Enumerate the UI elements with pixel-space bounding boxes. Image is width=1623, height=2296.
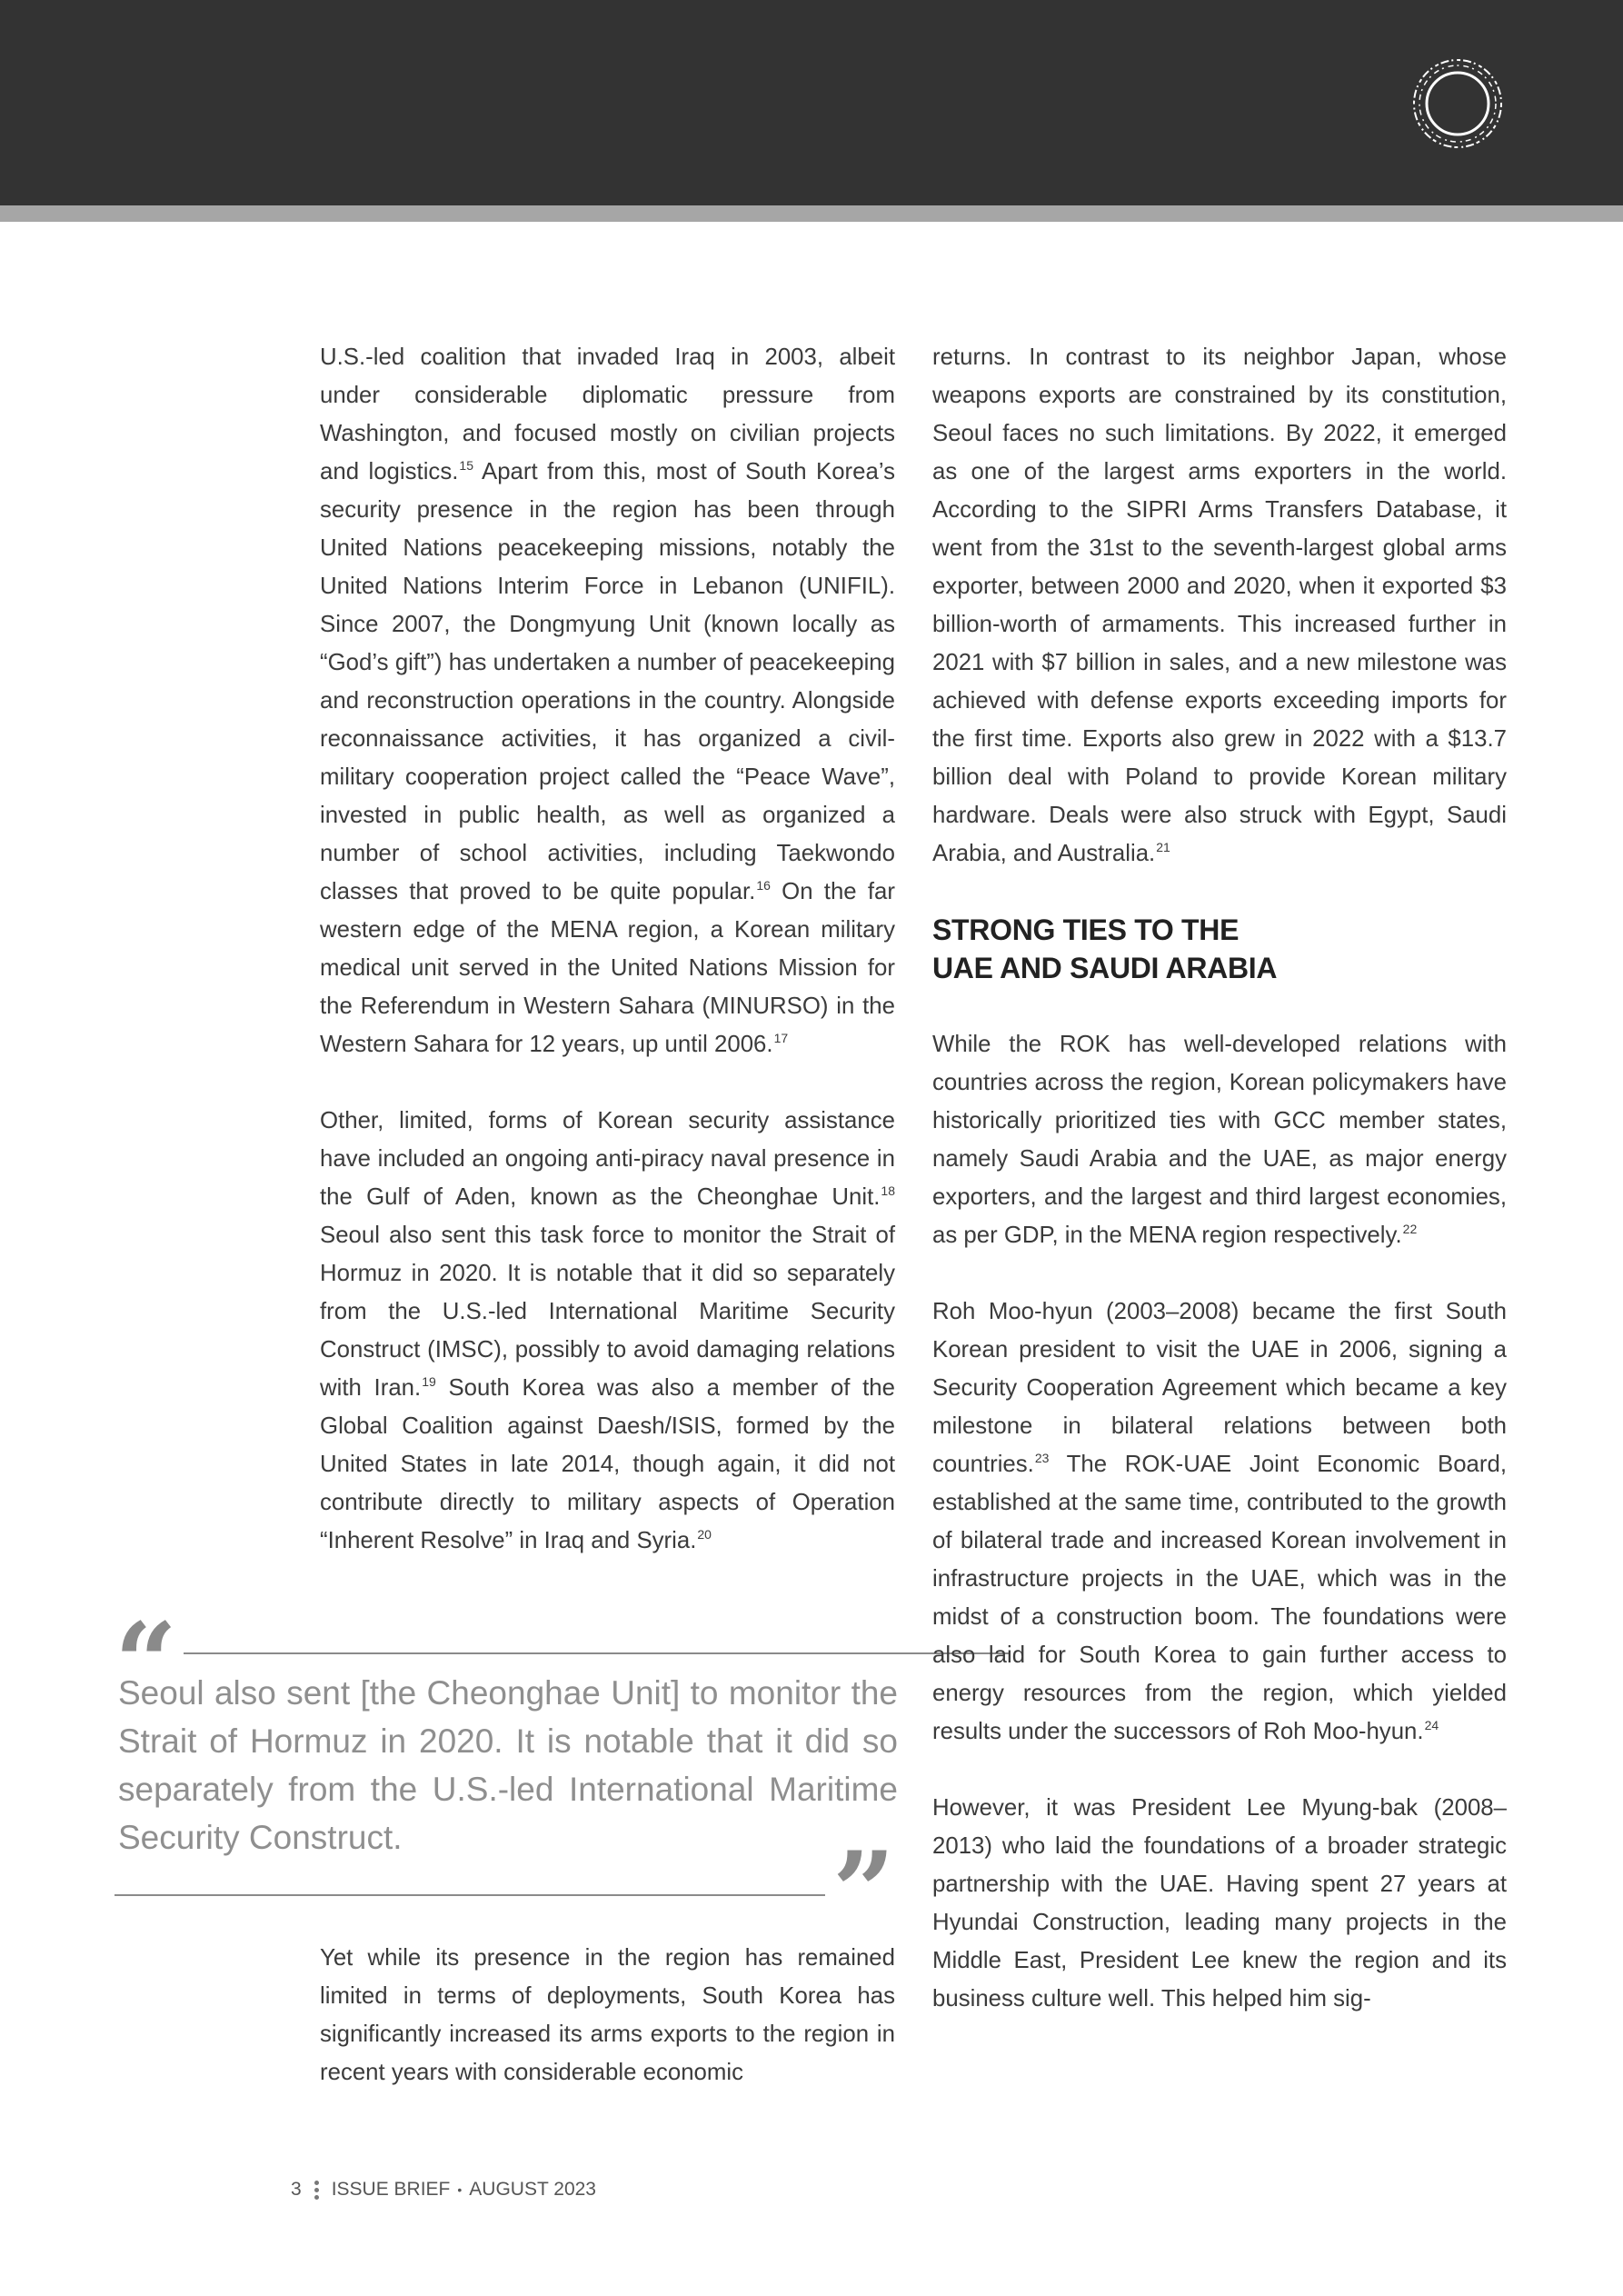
circular-emblem-icon	[1407, 53, 1508, 155]
footnote-ref[interactable]: 18	[881, 1183, 895, 1198]
footnote-ref[interactable]: 20	[697, 1527, 712, 1542]
left-column	[320, 338, 895, 1560]
footnote-ref[interactable]: 22	[1402, 1222, 1418, 1236]
quote-rule-bottom	[115, 1894, 825, 1896]
body-paragraph: U.S.-led coalition that invaded Iraq in 2003, albeit under considerable diplomatic pressure from Washington, and focused mostly on civilian projects and logistics.$^{15}$ Apart from this, most of South Korea’s security presence in the region has been through United Nations peacekeeping missions, notably the United Nations Interim Force in Lebanon (UNIFIL). Since 2007, the Dongmyung Unit (known locally as “God’s gift”) has undertaken a number of peacekeeping and reconstruction operations in the country. Alongside reconnaissance activities, it has organized a civil-military cooperation project called the “Peace Wave”, invested in public health, as well as organized a number of school activities, including Taekwondo classes that proved to be quite popular.$^{16}$ On the far western edge of the MENA region, a Korean military medical unit served in the United Nations Mission for the Referendum in Western Sahara (MINURSO) in the Western Sahara for 12 years, up until 2006.17	[320, 344, 895, 1057]
vertical-dots-icon	[314, 2181, 319, 2200]
footnote-ref[interactable]: 16	[756, 878, 771, 893]
left-column-bottom	[320, 1939, 895, 2091]
footnote-ref[interactable]: 17	[773, 1031, 789, 1045]
footnote-ref[interactable]: 15	[459, 458, 473, 473]
publication-name: ISSUE BRIEF	[331, 2179, 451, 2200]
body-paragraph: returns. In contrast to its neighbor Japan, whose weapons exports are constrained by its constitution, Seoul faces no such limitations. By 2022, it emerged as one of the largest arms exporters in the world. According to the SIPRI Arms Transfers Database, it went from the 31st to the seventh-largest global arms exporter, between 2000 and 2020, when it exported $3 billion-worth of armaments. This increased further in 2021 with $7 billion in sales, and a new milestone was achieved with defense exports exceeding imports for the first time. Exports also grew in 2022 with a $13.7 billion deal with Poland to provide Korean military hardware. Deals were also struck with Egypt, Saudi Arabia, and Australia.$^{21}$	[932, 344, 1507, 866]
header-band	[0, 0, 1623, 205]
footnote-ref[interactable]: 19	[422, 1374, 436, 1389]
footnote-ref[interactable]: 24	[1424, 1718, 1439, 1732]
section-heading: STRONG TIES TO THE UAE AND SAUDI ARABIA	[932, 913, 1278, 984]
header-strip	[0, 205, 1623, 222]
quote-rule-top	[184, 1652, 1009, 1654]
page-number: 3	[291, 2179, 302, 2200]
page-footer	[291, 2176, 596, 2203]
footer-separator: •	[457, 2182, 463, 2197]
pull-quote	[115, 1599, 898, 1956]
pull-quote-text: Seoul also sent [the Cheonghae Unit] to monitor the Strait of Hormuz in 2020. It is notable that it did so separately from the U.S.-led International Maritime Security Construct.	[118, 1674, 898, 1856]
body-paragraph: While the ROK has well-developed relations with countries across the region, Korean policymakers have historically prioritized ties with GCC member states, namely Saudi Arabia and the UAE, as major energy exporters, and the largest and third largest economies, as per GDP, in the MENA region respectively.$^{22}$	[932, 1032, 1507, 1248]
footnote-ref[interactable]: 23	[1034, 1451, 1050, 1465]
close-quote-mark: ”	[832, 1828, 896, 1956]
footnote-ref[interactable]: 21	[1156, 840, 1170, 854]
body-paragraph: Roh Moo-hyun (2003–2008) became the first South Korean president to visit the UAE in 2006, signing a Security Cooperation Agreement which became a key milestone in bilateral relations between both countries.$^{23}$ The ROK-UAE Joint Economic Board, established at the same time, contributed to the growth of bilateral trade and increased Korean involvement in infrastructure projects in the UAE, which was in the midst of a construction boom. The foundations were also laid for South Korea to gain further access to energy resources from the region, which yielded results under the successors of Roh Moo-hyun.$^{24}$	[932, 1299, 1507, 1744]
open-quote-mark: “	[115, 1599, 178, 1727]
right-column	[932, 338, 1507, 2018]
publication-date: AUGUST 2023	[469, 2179, 596, 2200]
body-paragraph: Yet while its presence in the region has remained limited in terms of deployments, South Korea has significantly increased its arms exports to the region in recent years with considerable economic	[320, 1945, 895, 2085]
body-paragraph: However, it was President Lee Myung-bak (2008–2013) who laid the foundations of a broader strategic partnership with the UAE. Having spent 27 years at Hyundai Construction, leading many projects in the Middle East, President Lee knew the region and its business culture well. This helped him sig-	[932, 1795, 1507, 2011]
body-paragraph: Other, limited, forms of Korean security assistance have included an ongoing anti-piracy naval presence in the Gulf of Aden, known as the Cheonghae Unit.$^{18}$ Seoul also sent this task force to monitor the Strait of Hormuz in 2020. It is notable that it did so separately from the U.S.-led International Maritime Security Construct (IMSC), possibly to avoid damaging relations with Iran.$^{19}$ South Korea was also a member of the Global Coalition against Daesh/ISIS, formed by the United States in late 2014, though again, it did not contribute directly to military aspects of Operation “Inherent Resolve” in Iraq and Syria.$^{20}$	[320, 1108, 895, 1553]
